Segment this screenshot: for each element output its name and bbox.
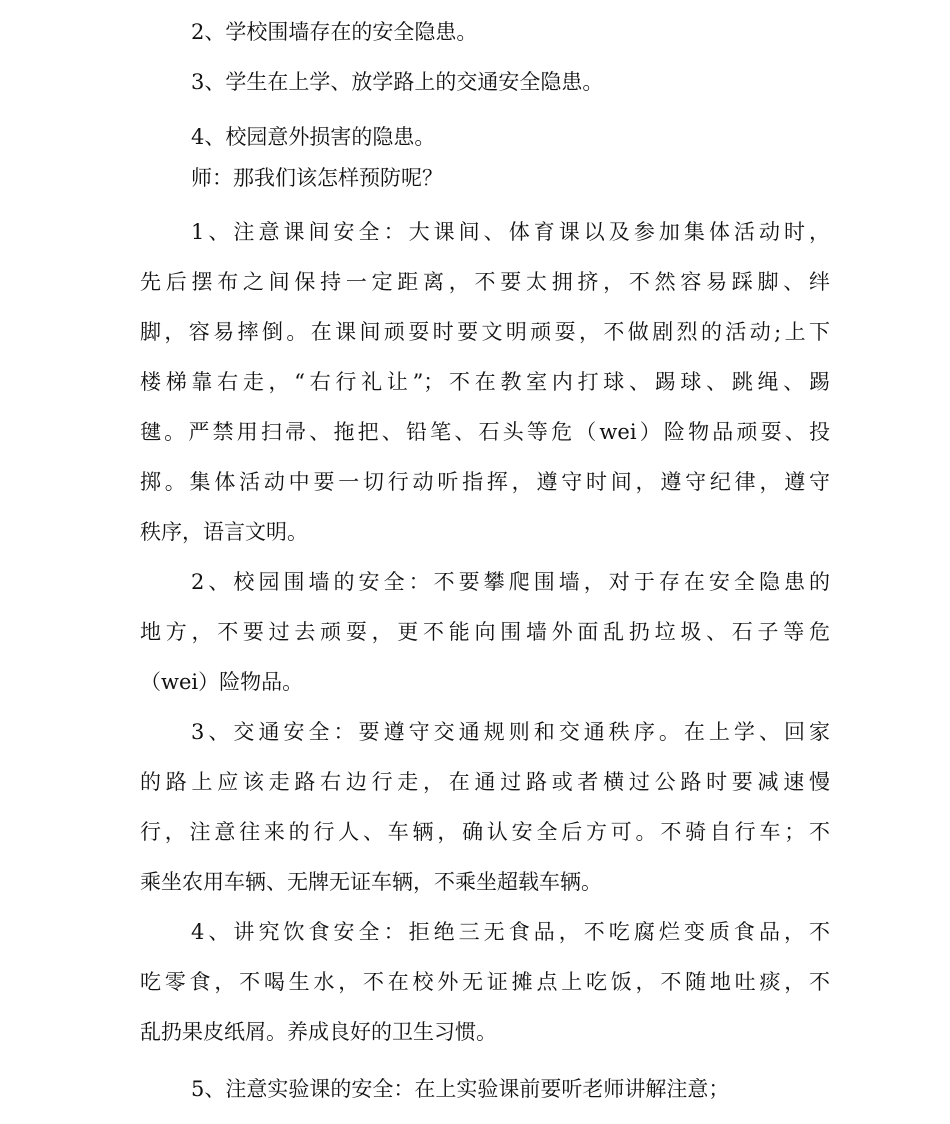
text-line: 乘坐农用车辆、无牌无证车辆，不乘坐超载车辆。 xyxy=(140,870,602,894)
text-line: 5、注意实验课的安全：在上实验课前要听老师讲解注意； xyxy=(191,1077,730,1101)
text-line: 4、讲究饮食安全：拒绝三无食品，不吃腐烂变质食品，不 xyxy=(191,920,830,944)
text-line: 地方，不要过去顽耍，更不能向围墙外面乱扔垃圾、石子等危 xyxy=(140,620,830,644)
text-line: 1、注意课间安全：大课间、体育课以及参加集体活动时， xyxy=(191,220,830,244)
text-line: 楼梯靠右走，“右行礼让”；不在教室内打球、踢球、跳绳、踢 xyxy=(140,370,830,394)
text-line: 吃零食，不喝生水，不在校外无证摊点上吃饭，不随地吐痰，不 xyxy=(140,970,830,994)
text-line: 先后摆布之间保持一定距离，不要太拥挤，不然容易踩脚、绊 xyxy=(140,270,830,294)
text-line: 3、学生在上学、放学路上的交通安全隐患。 xyxy=(191,70,604,94)
text-line: （wei）险物品。 xyxy=(140,670,304,694)
text-line: 掷。集体活动中要一切行动听指挥，遵守时间，遵守纪律，遵守 xyxy=(140,470,830,494)
text-line: 的路上应该走路右边行走，在通过路或者横过公路时要减速慢 xyxy=(140,770,830,794)
text-line: 4、校园意外损害的隐患。 xyxy=(191,125,436,149)
text-line: 乱扔果皮纸屑。养成良好的卫生习惯。 xyxy=(140,1020,497,1044)
text-line: 秩序，语言文明。 xyxy=(140,520,308,544)
text-line: 师：那我们该怎样预防呢？ xyxy=(191,166,443,190)
text-line: 行，注意往来的行人、车辆，确认安全后方可。不骑自行车；不 xyxy=(140,820,830,844)
text-line: 脚，容易摔倒。在课间顽耍时要文明顽耍，不做剧烈的活动;上下 xyxy=(140,320,830,344)
text-line: 3、交通安全：要遵守交通规则和交通秩序。在上学、回家 xyxy=(191,720,830,744)
text-line: 2、校园围墙的安全：不要攀爬围墙，对于存在安全隐患的 xyxy=(191,570,830,594)
text-line: 2、学校围墙存在的安全隐患。 xyxy=(191,20,478,44)
text-line: 毽。严禁用扫帚、拖把、铅笔、石头等危（wei）险物品顽耍、投 xyxy=(140,420,830,444)
